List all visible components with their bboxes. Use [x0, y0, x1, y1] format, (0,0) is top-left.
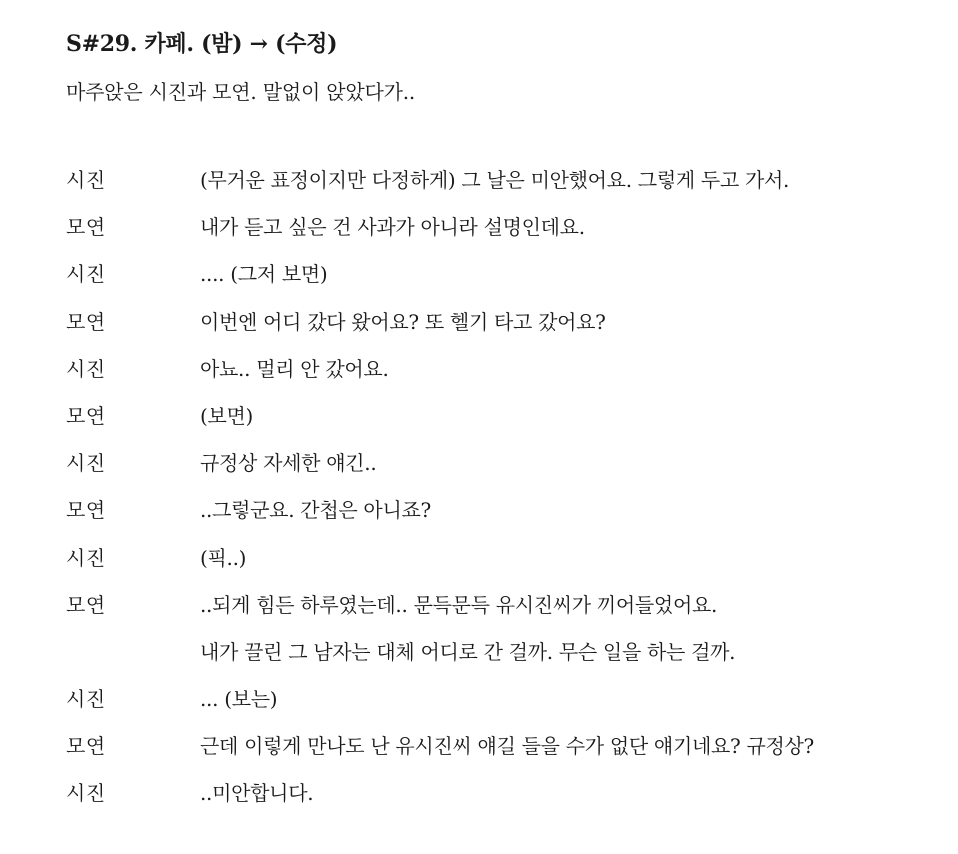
dialogue-line	[0, 589, 958, 636]
dialogue-line	[0, 636, 958, 683]
dialogue-text: 내가 끌린 그 남자는 대체 어디로 간 걸까. 무슨 일을 하는 걸까.	[200, 639, 736, 664]
dialogue-text: 내가 듣고 싶은 건 사과가 아니라 설명인데요.	[200, 215, 585, 240]
dialogue-text: 규정상 자세한 얘긴..	[200, 451, 377, 476]
speaker-name: 시진	[66, 451, 106, 476]
dialogue-text: (픽..)	[200, 545, 247, 570]
dialogue-line	[0, 494, 958, 541]
dialogue-line	[0, 306, 958, 353]
scene-description: 마주앉은 시진과 모연. 말없이 앉았다가..	[66, 80, 416, 104]
dialogue-line	[0, 683, 958, 730]
dialogue-text: .... (그저 보면)	[200, 262, 328, 287]
speaker-name: 시진	[66, 168, 106, 192]
dialogue-line	[0, 353, 958, 400]
dialogue-text: 근데 이렇게 만나도 난 유시진씨 얘길 들을 수가 없단 얘기네요? 규정상?	[200, 734, 814, 759]
dialogue-text: ... (보는)	[200, 687, 278, 712]
speaker-name: 모연	[66, 403, 106, 428]
dialogue-text: ..미안합니다.	[200, 781, 314, 806]
speaker-name: 모연	[66, 215, 106, 240]
dialogue-text: (보면)	[200, 403, 254, 428]
dialogue-line	[0, 211, 958, 258]
dialogue-block	[0, 164, 958, 825]
dialogue-line	[0, 542, 958, 589]
dialogue-line	[0, 447, 958, 494]
speaker-name: 시진	[66, 781, 106, 806]
speaker-name: 모연	[66, 498, 106, 523]
speaker-name: 시진	[66, 356, 106, 381]
dialogue-line	[0, 164, 958, 211]
speaker-name: 시진	[66, 687, 106, 712]
dialogue-line	[0, 400, 958, 447]
dialogue-line	[0, 777, 958, 824]
speaker-name: 시진	[66, 262, 106, 287]
speaker-name: 시진	[66, 545, 106, 570]
speaker-name: 모연	[66, 309, 106, 334]
dialogue-text: ..되게 힘든 하루였는데.. 문득문득 유시진씨가 끼어들었어요.	[200, 592, 718, 617]
speaker-name: 모연	[66, 734, 106, 759]
dialogue-line	[0, 258, 958, 305]
dialogue-text: 아뇨.. 멀리 안 갔어요.	[200, 356, 389, 381]
dialogue-text: ..그렇군요. 간첩은 아니죠?	[200, 498, 431, 523]
speaker-name: 모연	[66, 592, 106, 617]
dialogue-text: 이번엔 어디 갔다 왔어요? 또 헬기 타고 갔어요?	[200, 309, 606, 334]
dialogue-line	[0, 730, 958, 777]
scene-heading: S#29. 카페. (밤) → (수정)	[66, 31, 338, 57]
dialogue-text: (무거운 표정이지만 다정하게) 그 날은 미안했어요. 그렇게 두고 가서.	[200, 168, 790, 192]
